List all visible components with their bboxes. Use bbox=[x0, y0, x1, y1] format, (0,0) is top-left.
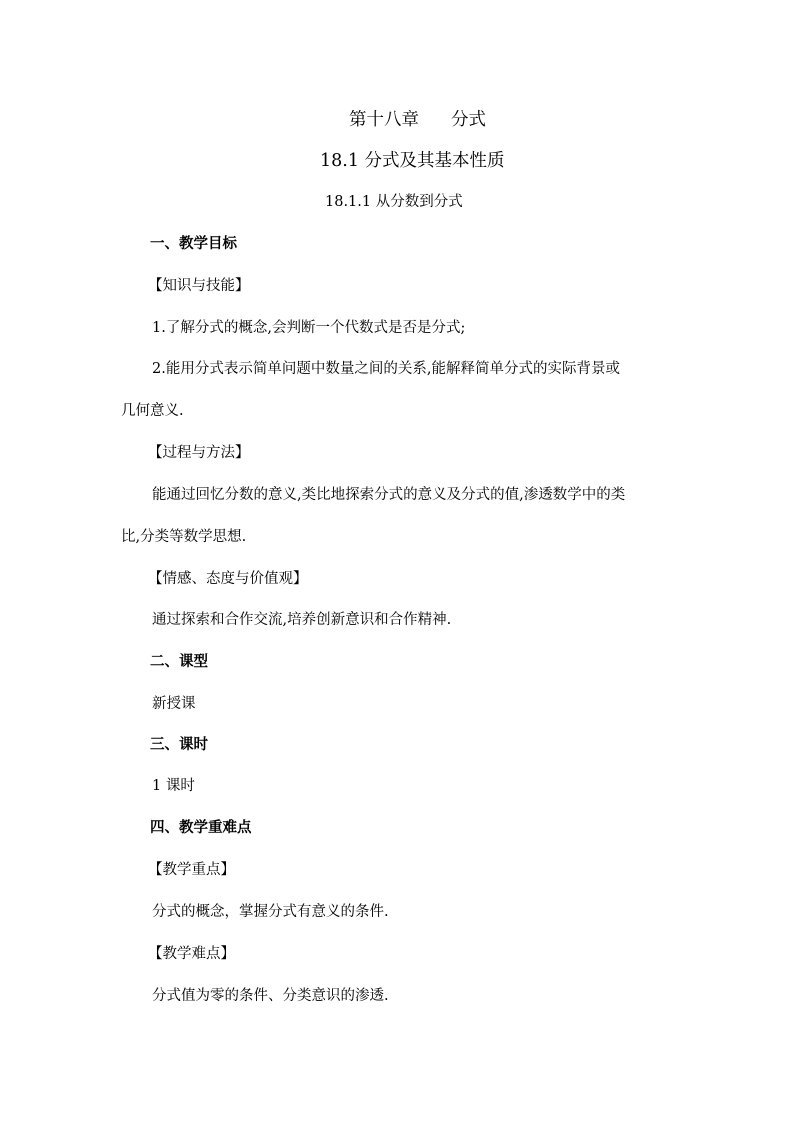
subheading-difficult-points: 【教学难点】 bbox=[148, 946, 235, 962]
difficult-points-text: 分式值为零的条件、分类意识的渗透. bbox=[152, 988, 389, 1004]
knowledge-item-1: 1.了解分式的概念,会判断一个代数式是否是分式; bbox=[152, 320, 466, 336]
subheading-key-points: 【教学重点】 bbox=[148, 862, 235, 878]
heading-key-difficult-points: 四、教学重难点 bbox=[150, 819, 252, 836]
subheading-emotion-attitude-values: 【情感、态度与价值观】 bbox=[148, 571, 308, 587]
knowledge-item-2-line-1: 2.能用分式表示简单问题中数量之间的关系,能解释简单分式的实际背景或 bbox=[152, 361, 620, 377]
emotion-text: 通过探索和合作交流,培养创新意识和合作精神. bbox=[152, 612, 452, 628]
class-hours-text: 1 课时 bbox=[152, 778, 195, 794]
lesson-type-text: 新授课 bbox=[152, 696, 196, 712]
chapter-title bbox=[349, 109, 486, 131]
heading-class-hours: 三、课时 bbox=[150, 736, 208, 753]
process-text-line-2: 比,分类等数学思想. bbox=[121, 529, 247, 545]
chapter-name: 分式 bbox=[451, 110, 486, 130]
subsection-title: 18.1.1 从分数到分式 bbox=[325, 194, 463, 210]
chapter-number: 第十八章 bbox=[349, 110, 419, 130]
heading-lesson-type: 二、课型 bbox=[150, 653, 208, 670]
heading-teaching-objectives: 一、教学目标 bbox=[150, 235, 237, 252]
key-points-text: 分式的概念，掌握分式有意义的条件. bbox=[152, 904, 389, 920]
process-text-line-1: 能通过回忆分数的意义,类比地探索分式的意义及分式的值,渗透数学中的类 bbox=[152, 487, 626, 503]
subheading-process-methods: 【过程与方法】 bbox=[148, 445, 250, 461]
knowledge-item-2-line-2: 几何意义. bbox=[121, 403, 184, 419]
subheading-knowledge-skills: 【知识与技能】 bbox=[148, 278, 250, 294]
section-title: 18.1 分式及其基本性质 bbox=[320, 151, 505, 171]
